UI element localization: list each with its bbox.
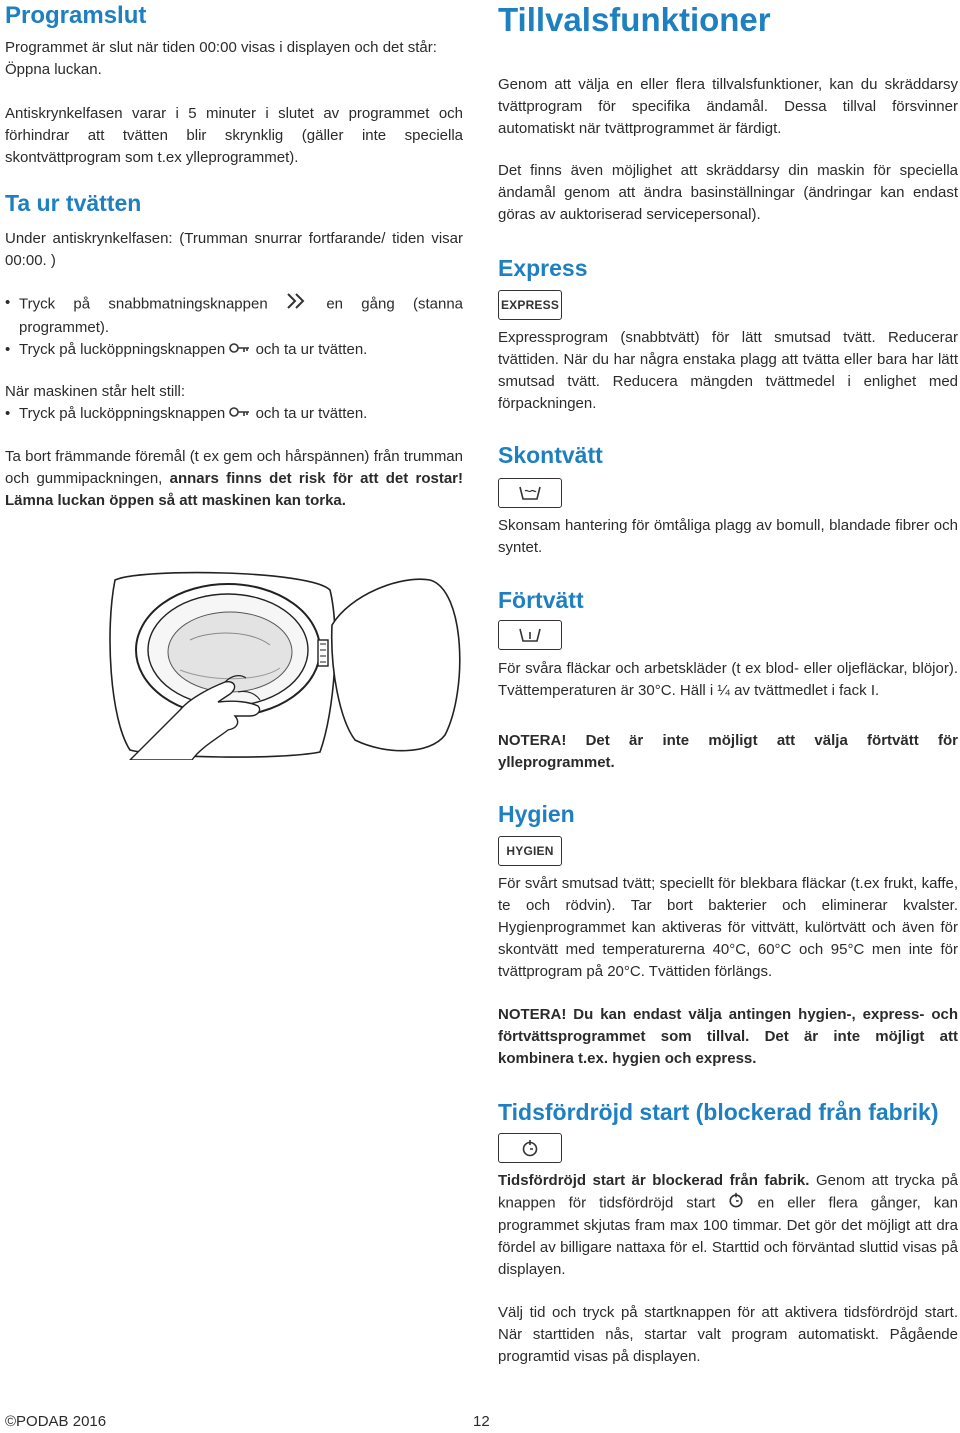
ta-ur-bullets-2 bbox=[5, 403, 463, 425]
tidsfordrojd-bold-lead: Tidsfördröjd start är blockerad från fabrik. bbox=[498, 1172, 810, 1189]
express-icon-label: EXPRESS bbox=[500, 298, 560, 312]
ta-ur-warning bbox=[5, 446, 463, 512]
programslut-p1: Programmet är slut när tiden 00:00 visas i displayen och det står: Öppna luckan. bbox=[5, 39, 437, 78]
key-icon bbox=[229, 339, 251, 361]
gentle-wash-icon bbox=[498, 478, 562, 508]
list-item bbox=[5, 339, 463, 361]
express-icon bbox=[498, 290, 562, 320]
bullet2-text-a: Tryck på lucköppningsknappen bbox=[19, 341, 226, 358]
note-label: NOTERA! bbox=[498, 1006, 567, 1023]
delay-clock-icon bbox=[728, 1192, 744, 1215]
key-icon bbox=[229, 403, 251, 425]
list-item bbox=[5, 292, 463, 339]
tidsfordrojd-text-b: en eller flera gånger, kan programmet skjutas fram max 100 timmar. Det gör det möjligt att dra fördel av billigare nattaxa för el. Starttid och förväntad sluttid visas på displayen. bbox=[498, 1194, 958, 1278]
programslut-heading: Programslut bbox=[5, 2, 147, 29]
warning-text-b: annars finns det risk för att det rostar! Lämna luckan öppen så att maskinen kan torka. bbox=[5, 470, 463, 509]
delay-start-icon bbox=[498, 1133, 562, 1163]
warning-text-a: Ta bort främmande föremål (t ex gem och hårspännen) från trumman och gummipackningen, bbox=[5, 448, 463, 487]
prewash-icon bbox=[498, 620, 562, 650]
ta-ur-still: När maskinen står helt still: bbox=[5, 383, 186, 400]
bullet3-text-b: och ta ur tvätten. bbox=[255, 405, 368, 422]
intro-p1: Genom att välja en eller flera tillvalsfunktioner, kan du skräddarsy tvättprogram för specifika ändamål. Dessa tillval försvinner automatiskt när tvättprogrammet är färdigt. bbox=[498, 76, 958, 137]
intro-p2: Det finns även möjlighet att skräddarsy din maskin för speciella ändamål genom att ändra basinställningar (ändringar kan endast göras av auktoriserad servicepersonal). bbox=[498, 162, 958, 223]
express-heading: Express bbox=[498, 255, 588, 281]
hygien-heading: Hygien bbox=[498, 801, 575, 827]
fast-forward-icon bbox=[286, 292, 308, 317]
skontvatt-text: Skonsam hantering för ömtåliga plagg av bomull, blandade fibrer och syntet. bbox=[498, 517, 958, 556]
washing-machine-door-icon bbox=[100, 570, 470, 760]
fortvatt-note bbox=[498, 730, 958, 774]
tidsfordrojd-p1 bbox=[498, 1170, 958, 1281]
hygien-icon-label: HYGIEN bbox=[506, 844, 554, 858]
express-text: Expressprogram (snabbtvätt) för lätt smutsad tvätt. Reducerar tvättiden. När du har några enstaka plagg att tvätta eller bara har lätt smutsad tvätt. Reducera mängden tvättmedel i enlighet med förpackningen. bbox=[498, 329, 958, 412]
ta-ur-intro: Under antiskrynkelfasen: (Trumman snurrar fortfarande/ tiden visar 00:00. ) bbox=[5, 230, 463, 269]
note-text: Det är inte möjligt att välja förtvätt för ylleprogrammet. bbox=[498, 732, 958, 771]
skontvatt-heading: Skontvätt bbox=[498, 442, 603, 468]
note-label: NOTERA! bbox=[498, 732, 567, 749]
door-illustration bbox=[100, 570, 470, 760]
programslut-p2: Antiskrynkelfasen varar i 5 minuter i slutet av programmet och förhindrar att tvätten blir skrynklig (gäller inte speciella skontvättprogram som t.ex ylleprogrammet). bbox=[5, 105, 463, 166]
bullet2-text-b: och ta ur tvätten. bbox=[255, 341, 368, 358]
ta-ur-bullets bbox=[5, 292, 463, 361]
list-item bbox=[5, 403, 463, 425]
hygien-icon bbox=[498, 836, 562, 866]
tidsfordrojd-heading: Tidsfördröjd start (blockerad från fabrik) bbox=[498, 1099, 939, 1125]
hygien-note bbox=[498, 1004, 958, 1070]
ta-ur-heading: Ta ur tvätten bbox=[5, 190, 142, 216]
page-number: 12 bbox=[473, 1413, 490, 1430]
bullet1-text-b: en gång (stanna programmet). bbox=[19, 295, 464, 336]
note-text: Du kan endast välja antingen hygien-, express- och förtvättsprogrammet som tillval. Det är inte möjligt att kombinera t.ex. hygien och express. bbox=[498, 1006, 958, 1067]
bullet1-text-a: Tryck på snabbmatningsknappen bbox=[19, 295, 268, 313]
fortvatt-heading: Förtvätt bbox=[498, 587, 584, 613]
page-title: Tillvalsfunktioner bbox=[498, 1, 771, 38]
tidsfordrojd-text-a: Genom att trycka på knappen för tidsfördröjd start bbox=[498, 1172, 959, 1212]
bullet3-text-a: Tryck på lucköppningsknappen bbox=[19, 405, 226, 422]
fortvatt-text: För svåra fläckar och arbetskläder (t ex blod- eller oljefläckar, blöjor). Tvättemperaturen är 30°C. Häll i ¼ av tvättmedlet i fack I. bbox=[498, 660, 958, 699]
hygien-text: För svårt smutsad tvätt; speciellt för blekbara fläckar (t.ex frukt, kaffe, te och rödvin). Tar bort bakterier och eliminerar kvalster. Hygienprogrammet kan aktiveras för vittvätt, kulörtvätt och även för skontvätt med temperaturerna 40°C, 60°C och 95°C men inte för tvättprogram på 20°C. Tvättiden förlängs. bbox=[498, 875, 958, 980]
tidsfordrojd-p2: Välj tid och tryck på startknappen för att aktivera tidsfördröjd start. När starttiden nås, startar valt program automatiskt. Pågående programtid visas på displayen. bbox=[498, 1304, 958, 1365]
footer-copyright: ©PODAB 2016 bbox=[5, 1413, 107, 1430]
